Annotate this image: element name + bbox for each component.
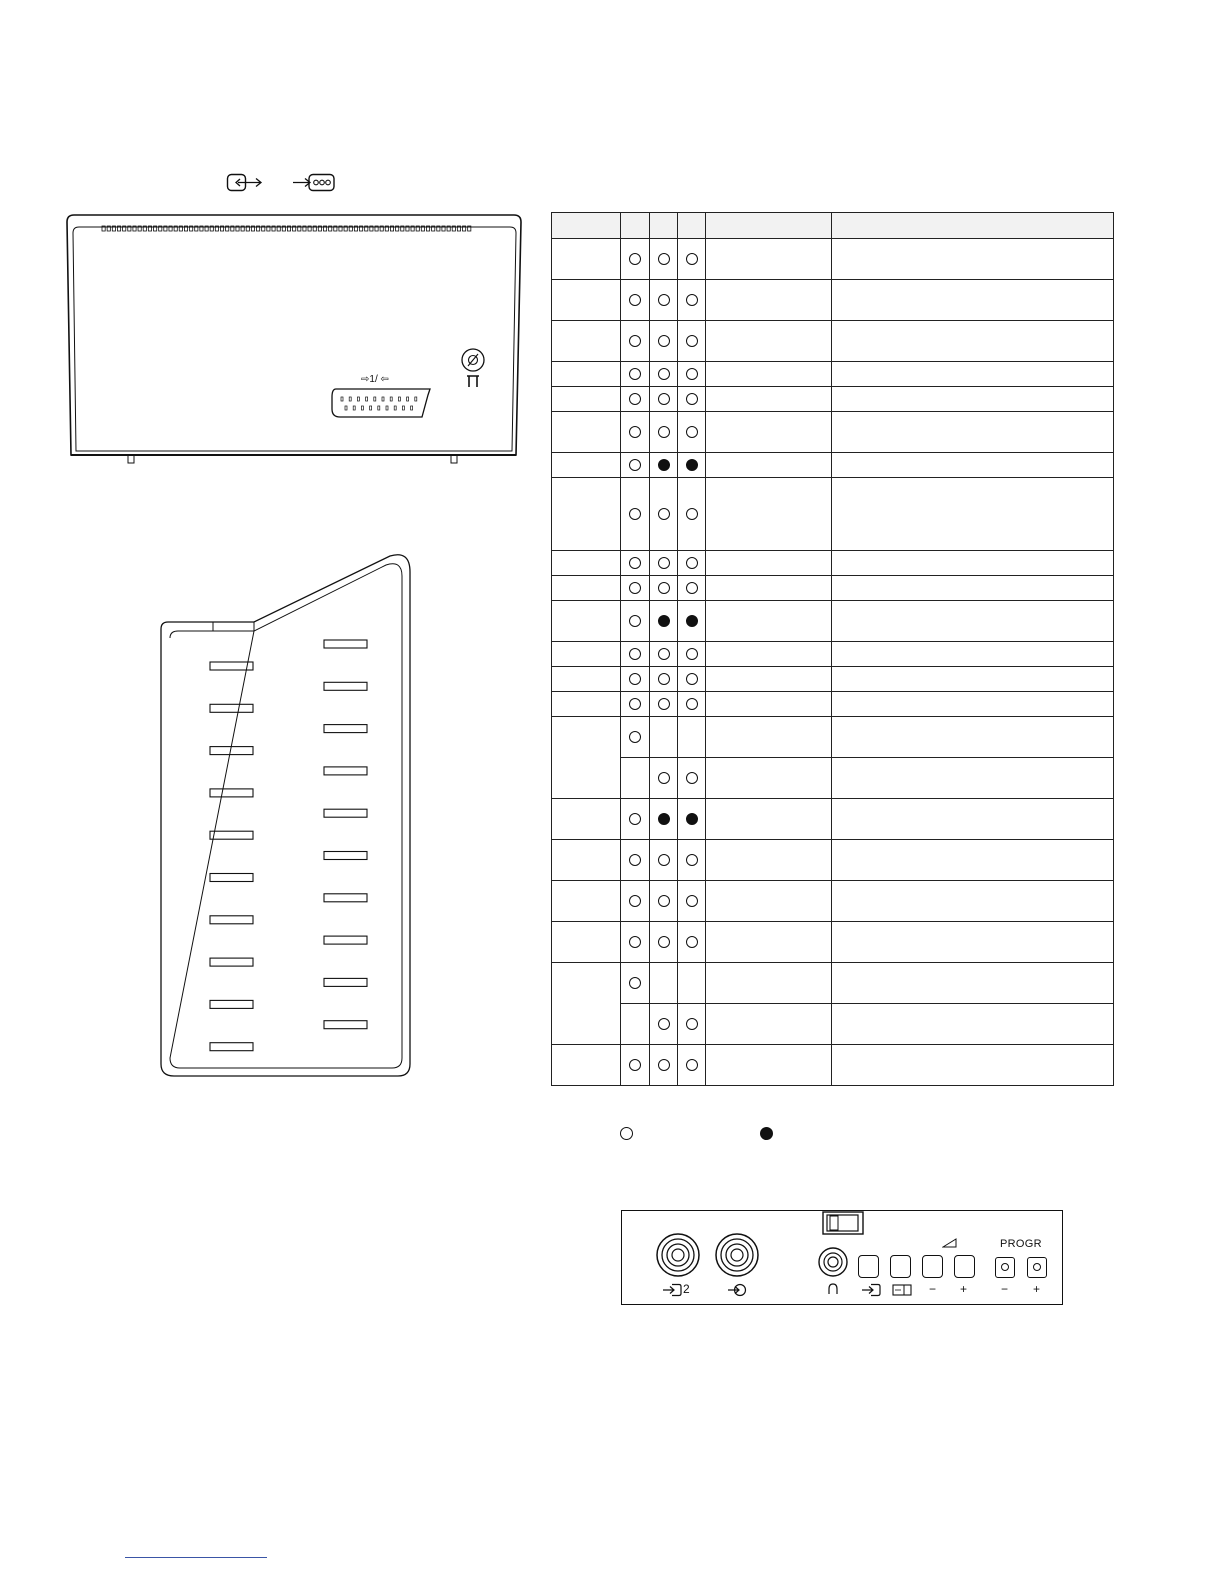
- open-circle-icon: [629, 1059, 641, 1071]
- open-circle-icon: [629, 582, 641, 594]
- pin-number-cell: [552, 362, 621, 387]
- rear-scart-pin: [386, 406, 388, 410]
- mode-cell: [678, 551, 706, 576]
- mode-cell: [621, 362, 650, 387]
- table-row: [552, 799, 1114, 840]
- pin-number-cell: [552, 1045, 621, 1086]
- signal-cell: [706, 412, 832, 453]
- mode-cell: [650, 799, 678, 840]
- open-circle-icon: [629, 294, 641, 306]
- mode-cell: [650, 239, 678, 280]
- open-circle-icon: [658, 393, 670, 405]
- open-circle-icon: [658, 253, 670, 265]
- pin-number-cell: [552, 922, 621, 963]
- video-output-icon: [292, 172, 336, 194]
- table-row: [552, 412, 1114, 453]
- table-row: [552, 478, 1114, 551]
- program-minus-label: −: [1001, 1282, 1009, 1296]
- scart-pin-left: [210, 874, 253, 882]
- open-circle-icon: [658, 582, 670, 594]
- description-cell: [832, 1045, 1114, 1086]
- rear-scart-pin: [353, 406, 355, 410]
- description-cell: [832, 840, 1114, 881]
- mode-cell: [621, 576, 650, 601]
- description-cell: [832, 963, 1114, 1004]
- mode-cell: [621, 667, 650, 692]
- open-circle-icon: [658, 557, 670, 569]
- description-cell: [832, 922, 1114, 963]
- description-cell: [832, 601, 1114, 642]
- mode-cell: [678, 963, 706, 1004]
- mode-cell: [621, 453, 650, 478]
- table-row: [552, 239, 1114, 280]
- mode-cell: [678, 412, 706, 453]
- mode-cell: [621, 478, 650, 551]
- mode-cell: [621, 840, 650, 881]
- open-circle-icon: [686, 582, 698, 594]
- pin-number-cell: [552, 551, 621, 576]
- scart-pin-right: [324, 809, 367, 817]
- table-row: [552, 758, 1114, 799]
- filled-circle-icon: [686, 615, 698, 627]
- description-cell: [832, 799, 1114, 840]
- open-circle-icon: [658, 508, 670, 520]
- mode-cell: [621, 922, 650, 963]
- description-cell: [832, 551, 1114, 576]
- open-circle-icon: [686, 895, 698, 907]
- signal-cell: [706, 478, 832, 551]
- mode-cell: [650, 717, 678, 758]
- table-row: [552, 362, 1114, 387]
- description-cell: [832, 387, 1114, 412]
- open-circle-icon: [629, 648, 641, 660]
- header-cell: [678, 213, 706, 239]
- description-cell: [832, 412, 1114, 453]
- open-circle-icon: [686, 1059, 698, 1071]
- pin-number-cell: [552, 963, 621, 1045]
- scart-pin-left: [210, 789, 253, 797]
- mode-cell: [621, 717, 650, 758]
- mode-cell: [650, 758, 678, 799]
- open-circle-icon: [629, 368, 641, 380]
- mode-cell: [621, 412, 650, 453]
- open-circle-icon: [686, 393, 698, 405]
- program-plus-label: +: [1033, 1282, 1041, 1296]
- open-circle-icon: [629, 854, 641, 866]
- mode-cell: [650, 280, 678, 321]
- mode-cell: [678, 717, 706, 758]
- open-circle-icon: [629, 936, 641, 948]
- header-cell: [621, 213, 650, 239]
- signal-cell: [706, 717, 832, 758]
- rear-scart-pin: [411, 406, 413, 410]
- mode-cell: [678, 362, 706, 387]
- signal-cell: [706, 881, 832, 922]
- video2-input-icon: [662, 1283, 682, 1297]
- pin-table: [551, 212, 1114, 1086]
- mode-cell: [650, 1004, 678, 1045]
- rear-scart-pin: [345, 406, 347, 410]
- description-cell: [832, 1004, 1114, 1045]
- table-row: [552, 922, 1114, 963]
- table-row: [552, 321, 1114, 362]
- signal-cell: [706, 963, 832, 1004]
- open-circle-icon: [686, 368, 698, 380]
- video2-input-jack[interactable]: [655, 1232, 701, 1278]
- mode-cell: [621, 642, 650, 667]
- signal-cell: [706, 840, 832, 881]
- mode-cell: [621, 321, 650, 362]
- rear-scart-pin: [407, 397, 409, 401]
- description-cell: [832, 280, 1114, 321]
- mode-cell: [621, 881, 650, 922]
- mode-cell: [650, 642, 678, 667]
- open-circle-icon: [629, 731, 641, 743]
- scart-pin-left: [210, 704, 253, 712]
- tv-rear-panel: [64, 213, 524, 465]
- open-circle-icon: [658, 936, 670, 948]
- scart-pin-right: [324, 978, 367, 986]
- signal-cell: [706, 601, 832, 642]
- filled-circle-icon: [686, 813, 698, 825]
- header-cell: [552, 213, 621, 239]
- header-cell: [832, 213, 1114, 239]
- mode-cell: [650, 321, 678, 362]
- table-row: [552, 1045, 1114, 1086]
- open-circle-icon: [629, 615, 641, 627]
- open-circle-icon: [629, 813, 641, 825]
- pin-number-cell: [552, 717, 621, 799]
- signal-cell: [706, 576, 832, 601]
- rear-scart-pin: [349, 397, 351, 401]
- scart-pin-left: [210, 831, 253, 839]
- mode-cell: [621, 551, 650, 576]
- rear-scart-pin: [402, 406, 404, 410]
- mode-cell: [678, 239, 706, 280]
- mode-cell: [678, 280, 706, 321]
- rear-scart-pin: [374, 397, 376, 401]
- mode-cell: [678, 321, 706, 362]
- program-up-button[interactable]: [1027, 1257, 1047, 1278]
- filled-circle-icon: [658, 813, 670, 825]
- mode-cell: [621, 387, 650, 412]
- header-cell: [650, 213, 678, 239]
- scart-pins: [210, 640, 367, 1051]
- open-circle-icon: [686, 854, 698, 866]
- pin-number-cell: [552, 642, 621, 667]
- scart-pin-right: [324, 936, 367, 944]
- pin-number-cell: [552, 667, 621, 692]
- signal-cell: [706, 922, 832, 963]
- scart-pin-right: [324, 640, 367, 648]
- rear-scart-pin: [398, 397, 400, 401]
- volume-minus-label: −: [929, 1282, 937, 1296]
- headphone-icon: [827, 1283, 839, 1295]
- description-cell: [832, 758, 1114, 799]
- pin-number-cell: [552, 453, 621, 478]
- open-circle-icon: [629, 426, 641, 438]
- scart-pin-right: [324, 852, 367, 860]
- rear-scart-pin: [390, 397, 392, 401]
- scart-pin-left: [210, 958, 253, 966]
- volume-down-button[interactable]: [922, 1255, 943, 1278]
- pin-number-cell: [552, 280, 621, 321]
- picture-mode-button[interactable]: [890, 1255, 911, 1278]
- open-circle-icon: [629, 393, 641, 405]
- mode-cell: [650, 551, 678, 576]
- open-circle-icon: [658, 772, 670, 784]
- table-row: [552, 280, 1114, 321]
- volume-up-button[interactable]: [954, 1255, 975, 1278]
- headphone-jack[interactable]: [817, 1246, 849, 1278]
- video2-input-label: 2: [683, 1282, 690, 1296]
- signal-cell: [706, 551, 832, 576]
- mode-cell: [678, 642, 706, 667]
- open-circle-icon: [658, 854, 670, 866]
- open-circle-icon: [629, 977, 641, 989]
- open-circle-icon: [629, 335, 641, 347]
- pin-number-cell: [552, 881, 621, 922]
- open-circle-icon: [686, 335, 698, 347]
- progr-label: PROGR: [1000, 1238, 1042, 1250]
- open-circle-icon: [658, 368, 670, 380]
- mode-cell: [650, 881, 678, 922]
- mode-cell: [650, 1045, 678, 1086]
- picture-mode-icon: [892, 1284, 912, 1296]
- signal-cell: [706, 667, 832, 692]
- table-row: [552, 692, 1114, 717]
- open-circle-icon: [658, 426, 670, 438]
- open-circle-icon: [658, 294, 670, 306]
- table-header-row: [552, 213, 1114, 239]
- table-row: [552, 963, 1114, 1004]
- input-select-button[interactable]: [858, 1255, 879, 1278]
- signal-cell: [706, 758, 832, 799]
- mode-cell: [621, 758, 650, 799]
- scart-pin-left: [210, 916, 253, 924]
- signal-cell: [706, 1004, 832, 1045]
- table-row: [552, 576, 1114, 601]
- scart-pin-left: [210, 1043, 253, 1051]
- signal-cell: [706, 362, 832, 387]
- rear-scart-pin: [415, 397, 417, 401]
- scart-connector-diagram: [158, 554, 414, 1079]
- mode-cell: [650, 387, 678, 412]
- mode-cell: [678, 840, 706, 881]
- pin-number-cell: [552, 576, 621, 601]
- pin-number-cell: [552, 412, 621, 453]
- rear-scart-pin: [382, 397, 384, 401]
- signal-cell: [706, 453, 832, 478]
- antenna-icon: [459, 347, 489, 389]
- scart-bidirectional-icon: [226, 172, 264, 194]
- open-circle-icon: [686, 426, 698, 438]
- signal-cell: [706, 692, 832, 717]
- rear-scart-pin: [357, 397, 359, 401]
- open-circle-icon: [629, 673, 641, 685]
- open-circle-icon: [686, 772, 698, 784]
- mode-cell: [650, 362, 678, 387]
- mode-cell: [678, 478, 706, 551]
- mode-cell: [621, 280, 650, 321]
- rear-scart-pin: [361, 406, 363, 410]
- mode-cell: [621, 601, 650, 642]
- table-row: [552, 1004, 1114, 1045]
- table-row: [552, 717, 1114, 758]
- mode-cell: [678, 387, 706, 412]
- description-cell: [832, 453, 1114, 478]
- signal-cell: [706, 239, 832, 280]
- mode-cell: [678, 1004, 706, 1045]
- scart-pin-right: [324, 725, 367, 733]
- header-cell: [706, 213, 832, 239]
- description-cell: [832, 239, 1114, 280]
- mode-cell: [621, 1004, 650, 1045]
- open-circle-icon: [686, 294, 698, 306]
- scart-pin-left: [210, 1000, 253, 1008]
- scart-pin-right: [324, 767, 367, 775]
- description-cell: [832, 478, 1114, 551]
- description-cell: [832, 576, 1114, 601]
- description-cell: [832, 881, 1114, 922]
- legend-open-circle-icon: [620, 1127, 633, 1140]
- open-circle-icon: [658, 1018, 670, 1030]
- mode-cell: [678, 758, 706, 799]
- filled-circle-icon: [686, 459, 698, 471]
- mode-cell: [650, 601, 678, 642]
- open-circle-icon: [686, 253, 698, 265]
- pin-number-cell: [552, 321, 621, 362]
- open-circle-icon: [658, 335, 670, 347]
- table-row: [552, 601, 1114, 642]
- open-circle-icon: [629, 459, 641, 471]
- table-row: [552, 667, 1114, 692]
- footnote-rule: [125, 1557, 267, 1558]
- signal-cell: [706, 280, 832, 321]
- description-cell: [832, 667, 1114, 692]
- open-circle-icon: [686, 557, 698, 569]
- rear-scart-pin: [366, 397, 368, 401]
- mode-cell: [650, 453, 678, 478]
- mode-cell: [621, 1045, 650, 1086]
- mode-cell: [678, 667, 706, 692]
- pin-number-cell: [552, 601, 621, 642]
- description-cell: [832, 321, 1114, 362]
- table-row: [552, 551, 1114, 576]
- filled-circle-icon: [658, 615, 670, 627]
- open-circle-icon: [629, 253, 641, 265]
- table-row: [552, 453, 1114, 478]
- table-row: [552, 387, 1114, 412]
- scart-pin-right: [324, 682, 367, 690]
- mode-cell: [650, 963, 678, 1004]
- mode-cell: [678, 576, 706, 601]
- mode-cell: [621, 963, 650, 1004]
- power-switch[interactable]: [822, 1211, 864, 1235]
- mode-cell: [621, 239, 650, 280]
- table-row: [552, 881, 1114, 922]
- volume-plus-label: +: [960, 1282, 968, 1296]
- mode-cell: [678, 1045, 706, 1086]
- rear-scart-label: ⇨1/ ⇦: [361, 374, 389, 385]
- pin-number-cell: [552, 692, 621, 717]
- signal-cell: [706, 642, 832, 667]
- mode-cell: [650, 922, 678, 963]
- volume-icon: [942, 1238, 958, 1248]
- mode-cell: [678, 799, 706, 840]
- mode-cell: [650, 667, 678, 692]
- open-circle-icon: [658, 673, 670, 685]
- description-cell: [832, 362, 1114, 387]
- mode-cell: [650, 412, 678, 453]
- scart-pin-right: [324, 894, 367, 902]
- open-circle-icon: [658, 895, 670, 907]
- open-circle-icon: [629, 557, 641, 569]
- rear-scart-pin: [378, 406, 380, 410]
- description-cell: [832, 642, 1114, 667]
- rear-scart-pin: [370, 406, 372, 410]
- signal-cell: [706, 799, 832, 840]
- open-circle-icon: [686, 648, 698, 660]
- mode-cell: [678, 922, 706, 963]
- signal-cell: [706, 387, 832, 412]
- filled-circle-icon: [658, 459, 670, 471]
- description-cell: [832, 717, 1114, 758]
- rear-scart-pin: [341, 397, 343, 401]
- open-circle-icon: [686, 673, 698, 685]
- signal-cell: [706, 321, 832, 362]
- audio-input-icon: [727, 1283, 747, 1297]
- open-circle-icon: [658, 1059, 670, 1071]
- open-circle-icon: [686, 936, 698, 948]
- pin-number-cell: [552, 840, 621, 881]
- mode-cell: [621, 692, 650, 717]
- mode-cell: [621, 799, 650, 840]
- open-circle-icon: [686, 698, 698, 710]
- mode-cell: [650, 478, 678, 551]
- pin-number-cell: [552, 478, 621, 551]
- open-circle-icon: [686, 508, 698, 520]
- input-select-icon: [861, 1283, 881, 1297]
- open-circle-icon: [686, 1018, 698, 1030]
- mode-cell: [650, 840, 678, 881]
- description-cell: [832, 692, 1114, 717]
- table-row: [552, 642, 1114, 667]
- program-down-button[interactable]: [995, 1257, 1015, 1278]
- pin-number-cell: [552, 239, 621, 280]
- open-circle-icon: [658, 648, 670, 660]
- table-row: [552, 840, 1114, 881]
- mode-cell: [678, 453, 706, 478]
- open-circle-icon: [629, 508, 641, 520]
- mode-cell: [678, 881, 706, 922]
- mode-cell: [678, 601, 706, 642]
- signal-cell: [706, 1045, 832, 1086]
- scart-pin-right: [324, 1021, 367, 1029]
- mode-cell: [650, 692, 678, 717]
- mode-cell: [650, 576, 678, 601]
- legend-filled-circle-icon: [760, 1127, 773, 1140]
- pin-number-cell: [552, 799, 621, 840]
- open-circle-icon: [629, 698, 641, 710]
- mode-cell: [678, 692, 706, 717]
- audio-input-jack[interactable]: [714, 1232, 760, 1278]
- rear-scart-pin: [394, 406, 396, 410]
- open-circle-icon: [629, 895, 641, 907]
- pin-number-cell: [552, 387, 621, 412]
- open-circle-icon: [658, 698, 670, 710]
